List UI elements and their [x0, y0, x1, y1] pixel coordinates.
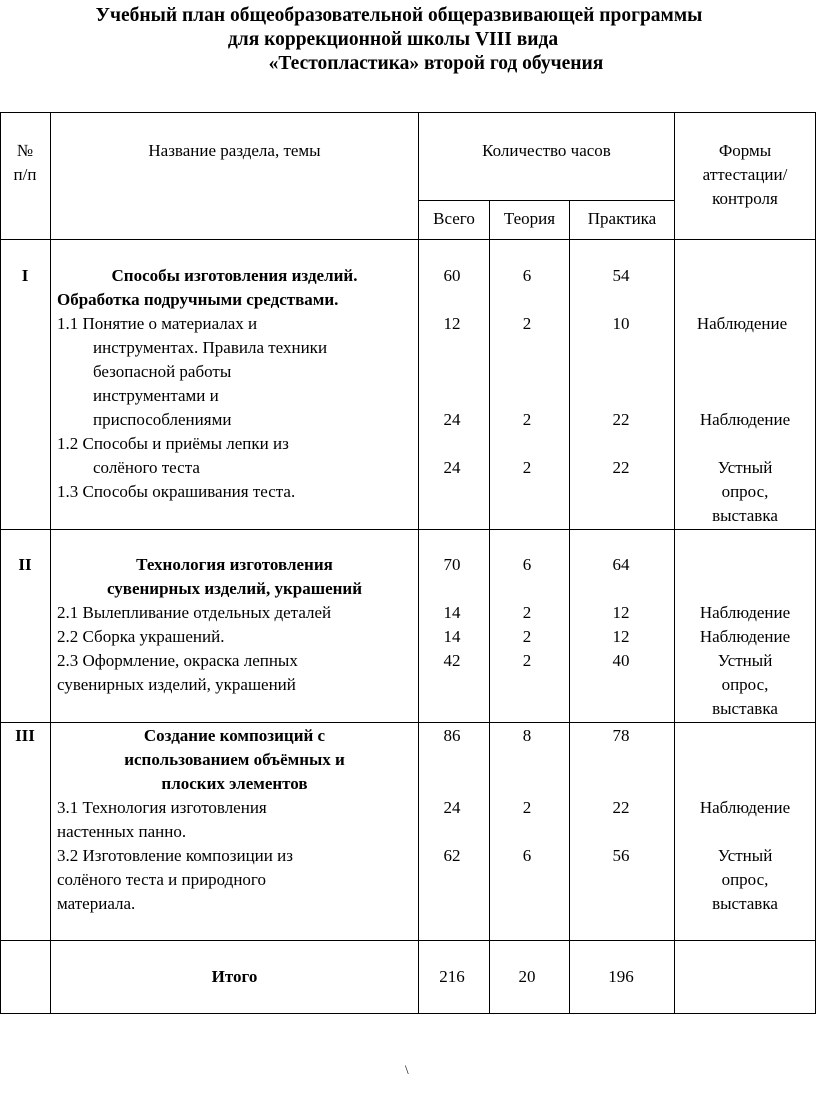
total-hours: 216 — [439, 967, 465, 986]
rule-section-3 — [0, 940, 816, 941]
section-3-practice: 78 — [612, 726, 630, 745]
topic-2-1-line-1: 2.1 Вылепливание отдельных деталей — [57, 603, 332, 622]
topic-2-2-total: 14 — [443, 627, 461, 646]
total-practice: 196 — [608, 967, 634, 986]
topic-2-3-practice: 40 — [612, 651, 630, 670]
topic-2-3-line-1: 2.3 Оформление, окраска лепных — [57, 651, 298, 670]
topic-2-3-form-1: Устный — [717, 651, 773, 670]
topic-3-2-form-2: опрос, — [721, 870, 769, 889]
topic-2-3-form-3: выставка — [712, 699, 778, 718]
header-forms-3: контроля — [712, 189, 778, 208]
topic-2-1-form: Наблюдение — [699, 603, 791, 622]
topic-1-2-form: Наблюдение — [699, 410, 791, 429]
section-1-practice: 54 — [612, 266, 630, 285]
topic-2-3-line-2: сувенирных изделий, украшений — [57, 675, 296, 694]
topic-1-1-form: Наблюдение — [696, 314, 788, 333]
topic-1-1-line-3: безопасной работы — [93, 362, 232, 381]
topic-1-3-total: 24 — [443, 458, 461, 477]
topic-1-2-line-1: 1.2 Способы и приёмы лепки из — [57, 434, 289, 453]
topic-1-1-total: 12 — [443, 314, 461, 333]
topic-2-1-practice: 12 — [612, 603, 630, 622]
topic-2-2-theory: 2 — [522, 627, 532, 646]
topic-1-3-form-2: опрос, — [721, 482, 769, 501]
topic-1-2-practice: 22 — [612, 410, 630, 429]
header-num-2: п/п — [13, 165, 37, 184]
topic-3-2-form-3: выставка — [712, 894, 778, 913]
section-1-roman: I — [21, 266, 29, 285]
section-3-title-1: Создание композиций с — [143, 726, 326, 745]
rule-subheader — [418, 200, 674, 201]
section-1-theory: 6 — [522, 266, 532, 285]
topic-3-1-line-2: настенных панно. — [57, 822, 187, 841]
total-theory: 20 — [518, 967, 536, 986]
section-3-theory: 8 — [522, 726, 532, 745]
header-hours: Количество часов — [482, 141, 611, 160]
topic-3-2-practice: 56 — [612, 846, 630, 865]
topic-2-3-theory: 2 — [522, 651, 532, 670]
topic-3-2-line-1: 3.2 Изготовление композиции из — [57, 846, 293, 865]
topic-1-3-theory: 2 — [522, 458, 532, 477]
topic-3-1-theory: 2 — [522, 798, 532, 817]
rule-bottom — [0, 1013, 816, 1014]
rule-col-4 — [569, 200, 570, 1014]
rule-section-1 — [0, 529, 816, 530]
header-theory: Теория — [503, 209, 556, 228]
title-line-2: для коррекционной школы VIII вида — [227, 29, 559, 50]
topic-1-3-line-1: 1.3 Способы окрашивания теста. — [57, 482, 296, 501]
section-1-total: 60 — [443, 266, 461, 285]
rule-col-3 — [489, 200, 490, 1014]
topic-1-1-practice: 10 — [612, 314, 630, 333]
topic-2-3-form-2: опрос, — [721, 675, 769, 694]
title-line-3: «Тестопластика» второй год обучения — [268, 53, 604, 74]
section-2-roman: II — [18, 555, 32, 574]
topic-1-3-practice: 22 — [612, 458, 630, 477]
rule-top — [0, 112, 816, 113]
rule-header-bottom — [0, 239, 816, 240]
topic-3-2-line-3: материала. — [57, 894, 136, 913]
rule-col-2 — [418, 112, 419, 1014]
header-forms-2: аттестации/ — [702, 165, 788, 184]
section-2-total: 70 — [443, 555, 461, 574]
section-3-roman: III — [15, 726, 35, 745]
header-practice: Практика — [587, 209, 657, 228]
topic-2-1-theory: 2 — [522, 603, 532, 622]
topic-1-2-line-2: солёного теста — [93, 458, 200, 477]
header-total: Всего — [433, 209, 475, 228]
section-2-practice: 64 — [612, 555, 630, 574]
topic-3-2-line-2: солёного теста и природного — [57, 870, 266, 889]
topic-1-1-line-4: инструментами и — [93, 386, 219, 405]
section-2-theory: 6 — [522, 555, 532, 574]
topic-1-2-theory: 2 — [522, 410, 532, 429]
topic-1-1-line-5: приспособлениями — [93, 410, 232, 429]
topic-2-2-line-1: 2.2 Сборка украшений. — [57, 627, 225, 646]
topic-3-2-total: 62 — [443, 846, 461, 865]
topic-1-1-line-2: инструментах. Правила техники — [93, 338, 328, 357]
topic-1-3-form-1: Устный — [717, 458, 773, 477]
topic-3-1-practice: 22 — [612, 798, 630, 817]
section-1-title-2: Обработка подручными средствами. — [57, 290, 339, 309]
topic-3-1-line-1: 3.1 Технология изготовления — [57, 798, 267, 817]
section-2-title-1: Технология изготовления — [136, 555, 333, 574]
topic-1-1-theory: 2 — [522, 314, 532, 333]
header-forms-1: Формы — [718, 141, 772, 160]
total-label: Итого — [211, 967, 258, 986]
section-3-title-2: использованием объёмных и — [124, 750, 345, 769]
topic-2-2-form: Наблюдение — [699, 627, 791, 646]
section-3-total: 86 — [443, 726, 461, 745]
topic-2-1-total: 14 — [443, 603, 461, 622]
topic-3-2-theory: 6 — [522, 846, 532, 865]
title-line-1: Учебный план общеобразовательной общеразвивающей программы — [95, 5, 703, 26]
section-2-title-2: сувенирных изделий, украшений — [106, 579, 363, 598]
header-name: Название раздела, темы — [148, 141, 321, 160]
topic-3-1-form: Наблюдение — [699, 798, 791, 817]
rule-section-2 — [0, 722, 816, 723]
topic-2-2-practice: 12 — [612, 627, 630, 646]
section-1-title-1: Способы изготовления изделий. — [111, 266, 358, 285]
header-num-1: № — [16, 141, 34, 160]
document-title — [0, 4, 816, 76]
topic-1-1-line-1: 1.1 Понятие о материалах и — [57, 314, 258, 333]
footer-mark: \ — [405, 1062, 409, 1077]
topic-3-1-total: 24 — [443, 798, 461, 817]
topic-1-3-form-3: выставка — [712, 506, 778, 525]
topic-1-2-total: 24 — [443, 410, 461, 429]
section-3-title-3: плоских элементов — [161, 774, 308, 793]
topic-3-2-form-1: Устный — [717, 846, 773, 865]
topic-2-3-total: 42 — [443, 651, 461, 670]
